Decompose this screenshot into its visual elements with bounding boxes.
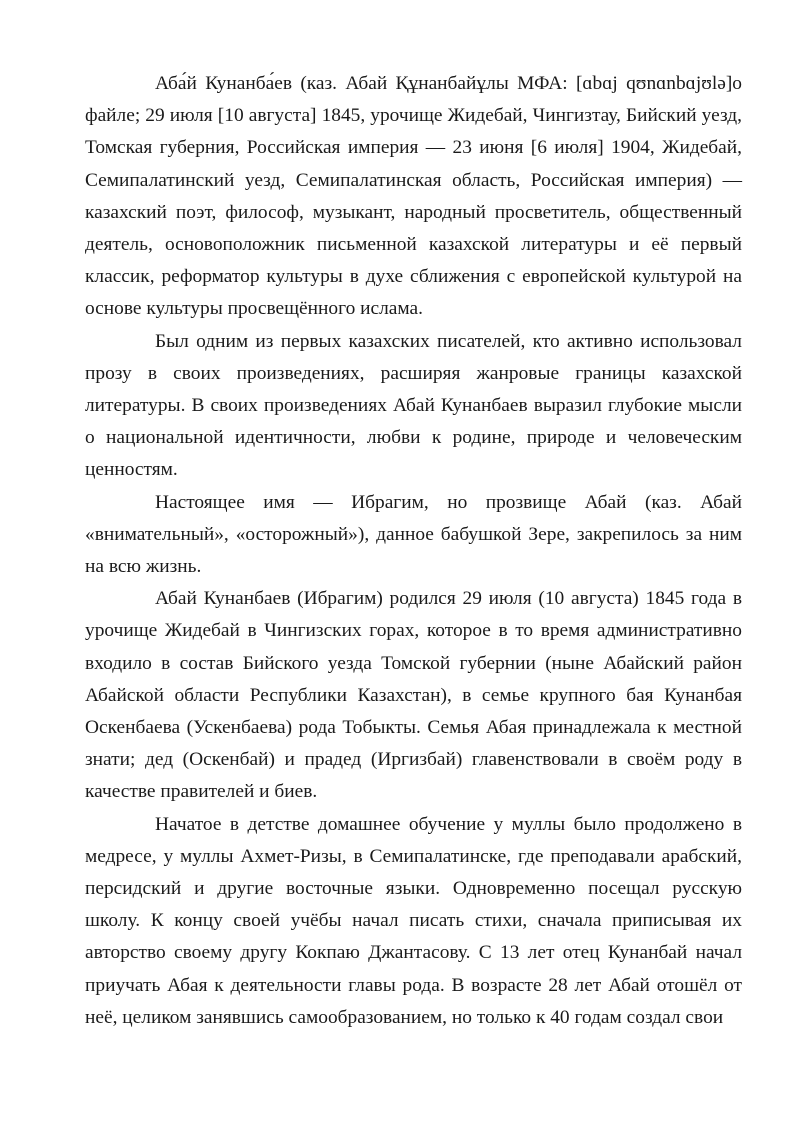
document-body <box>85 68 742 1034</box>
paragraph-intro: Аба́й Кунанба́ев (каз. Абай Құнанбайұлы МФА: [ɑbɑj qʊnɑnbɑjʊlə]о файле; 29 июля [10 августа] 1845, урочище Жидебай, Чингизтау, Бийский уезд, Томская губерния, Российская империя — 23 июня [6 июля] 1904, Жидебай, Семипалатинский уезд, Семипалатинская область, Российская империя) — казахский поэт, философ, музыкант, народный просветитель, общественный деятель, основоположник письменной казахской литературы и её первый классик, реформатор культуры в духе сближения с европейской культурой на основе культуры просвещённого ислама. <box>85 73 742 320</box>
paragraph-education: Начатое в детстве домашнее обучение у муллы было продолжено в медресе, у муллы Ахмет-Ризы, в Семипалатинске, где преподавали арабский, персидский и другие восточные языки. Одновременно посещал русскую школу. К концу своей учёбы начал писать стихи, сначала приписывая их авторство своему другу Кокпаю Джантасову. С 13 лет отец Кунанбай начал приучать Абая к деятельности главы рода. В возрасте 28 лет Абай отошёл от неё, целиком занявшись самообразованием, но только к 40 годам создал свои <box>85 813 742 1028</box>
paragraph-prose: Был одним из первых казахских писателей, кто активно использовал прозу в своих произведениях, расширяя жанровые границы казахской литературы. В своих произведениях Абай Кунанбаев выразил глубокие мысли о национальной идентичности, любви к родине, природе и человеческим ценностям. <box>85 330 742 481</box>
paragraph-birth: Абай Кунанбаев (Ибрагим) родился 29 июля (10 августа) 1845 года в урочище Жидебай в Чингизских горах, которое в то время административно входило в состав Бийского уезда Томской губернии (ныне Абайский район Абайской области Республики Казахстан), в семье крупного бая Кунанбая Оскенбаева (Ускенбаева) рода Тобыкты. Семья Абая принадлежала к местной знати; дед (Оскенбай) и прадед (Иргизбай) главенствовали в своём роду в качестве правителей и биев. <box>85 588 742 803</box>
paragraph-name: Настоящее имя — Ибрагим, но прозвище Абай (каз. Абай «внимательный», «осторожный»), данное бабушкой Зере, закрепилось за ним на всю жизнь. <box>85 491 742 578</box>
